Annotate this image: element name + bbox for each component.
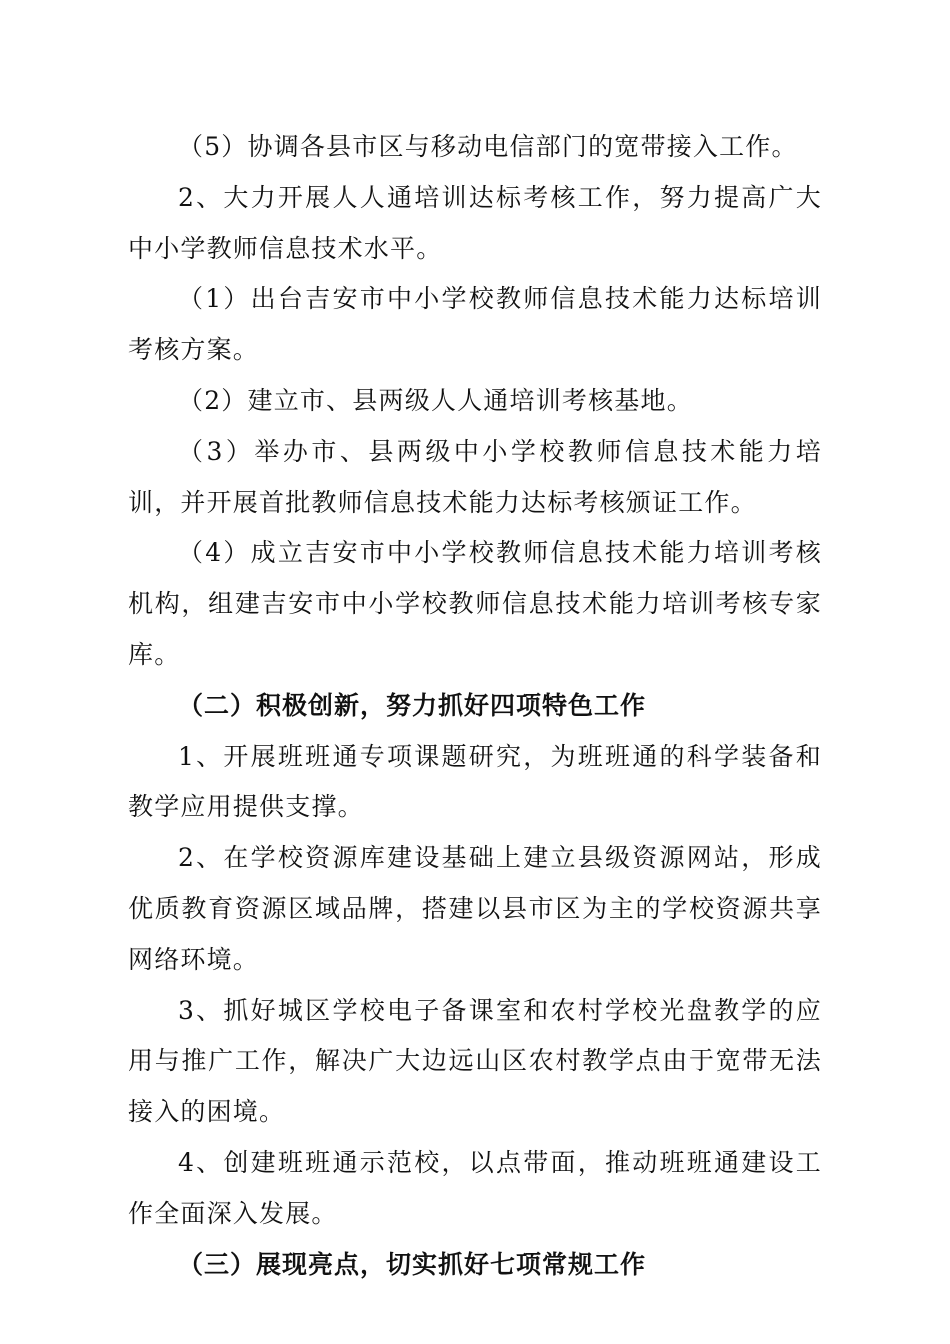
paragraph-item-4-organization: （4）成立吉安市中小学校教师信息技术能力培训考核机构，组建吉安市中小学校教师信息技术能力培训考核专家库。 [128,538,822,669]
section-heading-two: （二）积极创新，努力抓好四项特色工作 [178,690,647,720]
paragraph-3-e-prep-room: 3、抓好城区学校电子备课室和农村学校光盘教学的应用与推广工作，解决广大边远山区农村教学点由于宽带无法接入的困境。 [128,995,822,1127]
paragraph-2-resource-site: 2、在学校资源库建设基础上建立县级资源网站，形成优质教育资源区域品牌，搭建以县市区为主的学校资源共享网络环境。 [128,843,822,974]
paragraph-item-1-plan: （1）出台吉安市中小学校教师信息技术能力达标培训考核方案。 [128,284,822,365]
paragraph-4-demo-school: 4、创建班班通示范校，以点带面，推动班班通建设工作全面深入发展。 [128,1147,822,1228]
document-page [128,122,822,1290]
paragraph-item-3-training: （3）举办市、县两级中小学校教师信息技术能力培训，并开展首批教师信息技术能力达标考核颁证工作。 [128,436,822,517]
paragraph-2-training-assessment: 2、大力开展人人通培训达标考核工作，努力提高广大中小学教师信息技术水平。 [128,182,822,263]
section-heading-three: （三）展现亮点，切实抓好七项常规工作 [178,1249,647,1279]
paragraph-item-5-broadband: （5）协调各县市区与移动电信部门的宽带接入工作。 [178,132,798,161]
paragraph-1-research: 1、开展班班通专项课题研究，为班班通的科学装备和教学应用提供支撑。 [128,741,822,822]
paragraph-item-2-base: （2）建立市、县两级人人通培训考核基地。 [178,385,693,415]
